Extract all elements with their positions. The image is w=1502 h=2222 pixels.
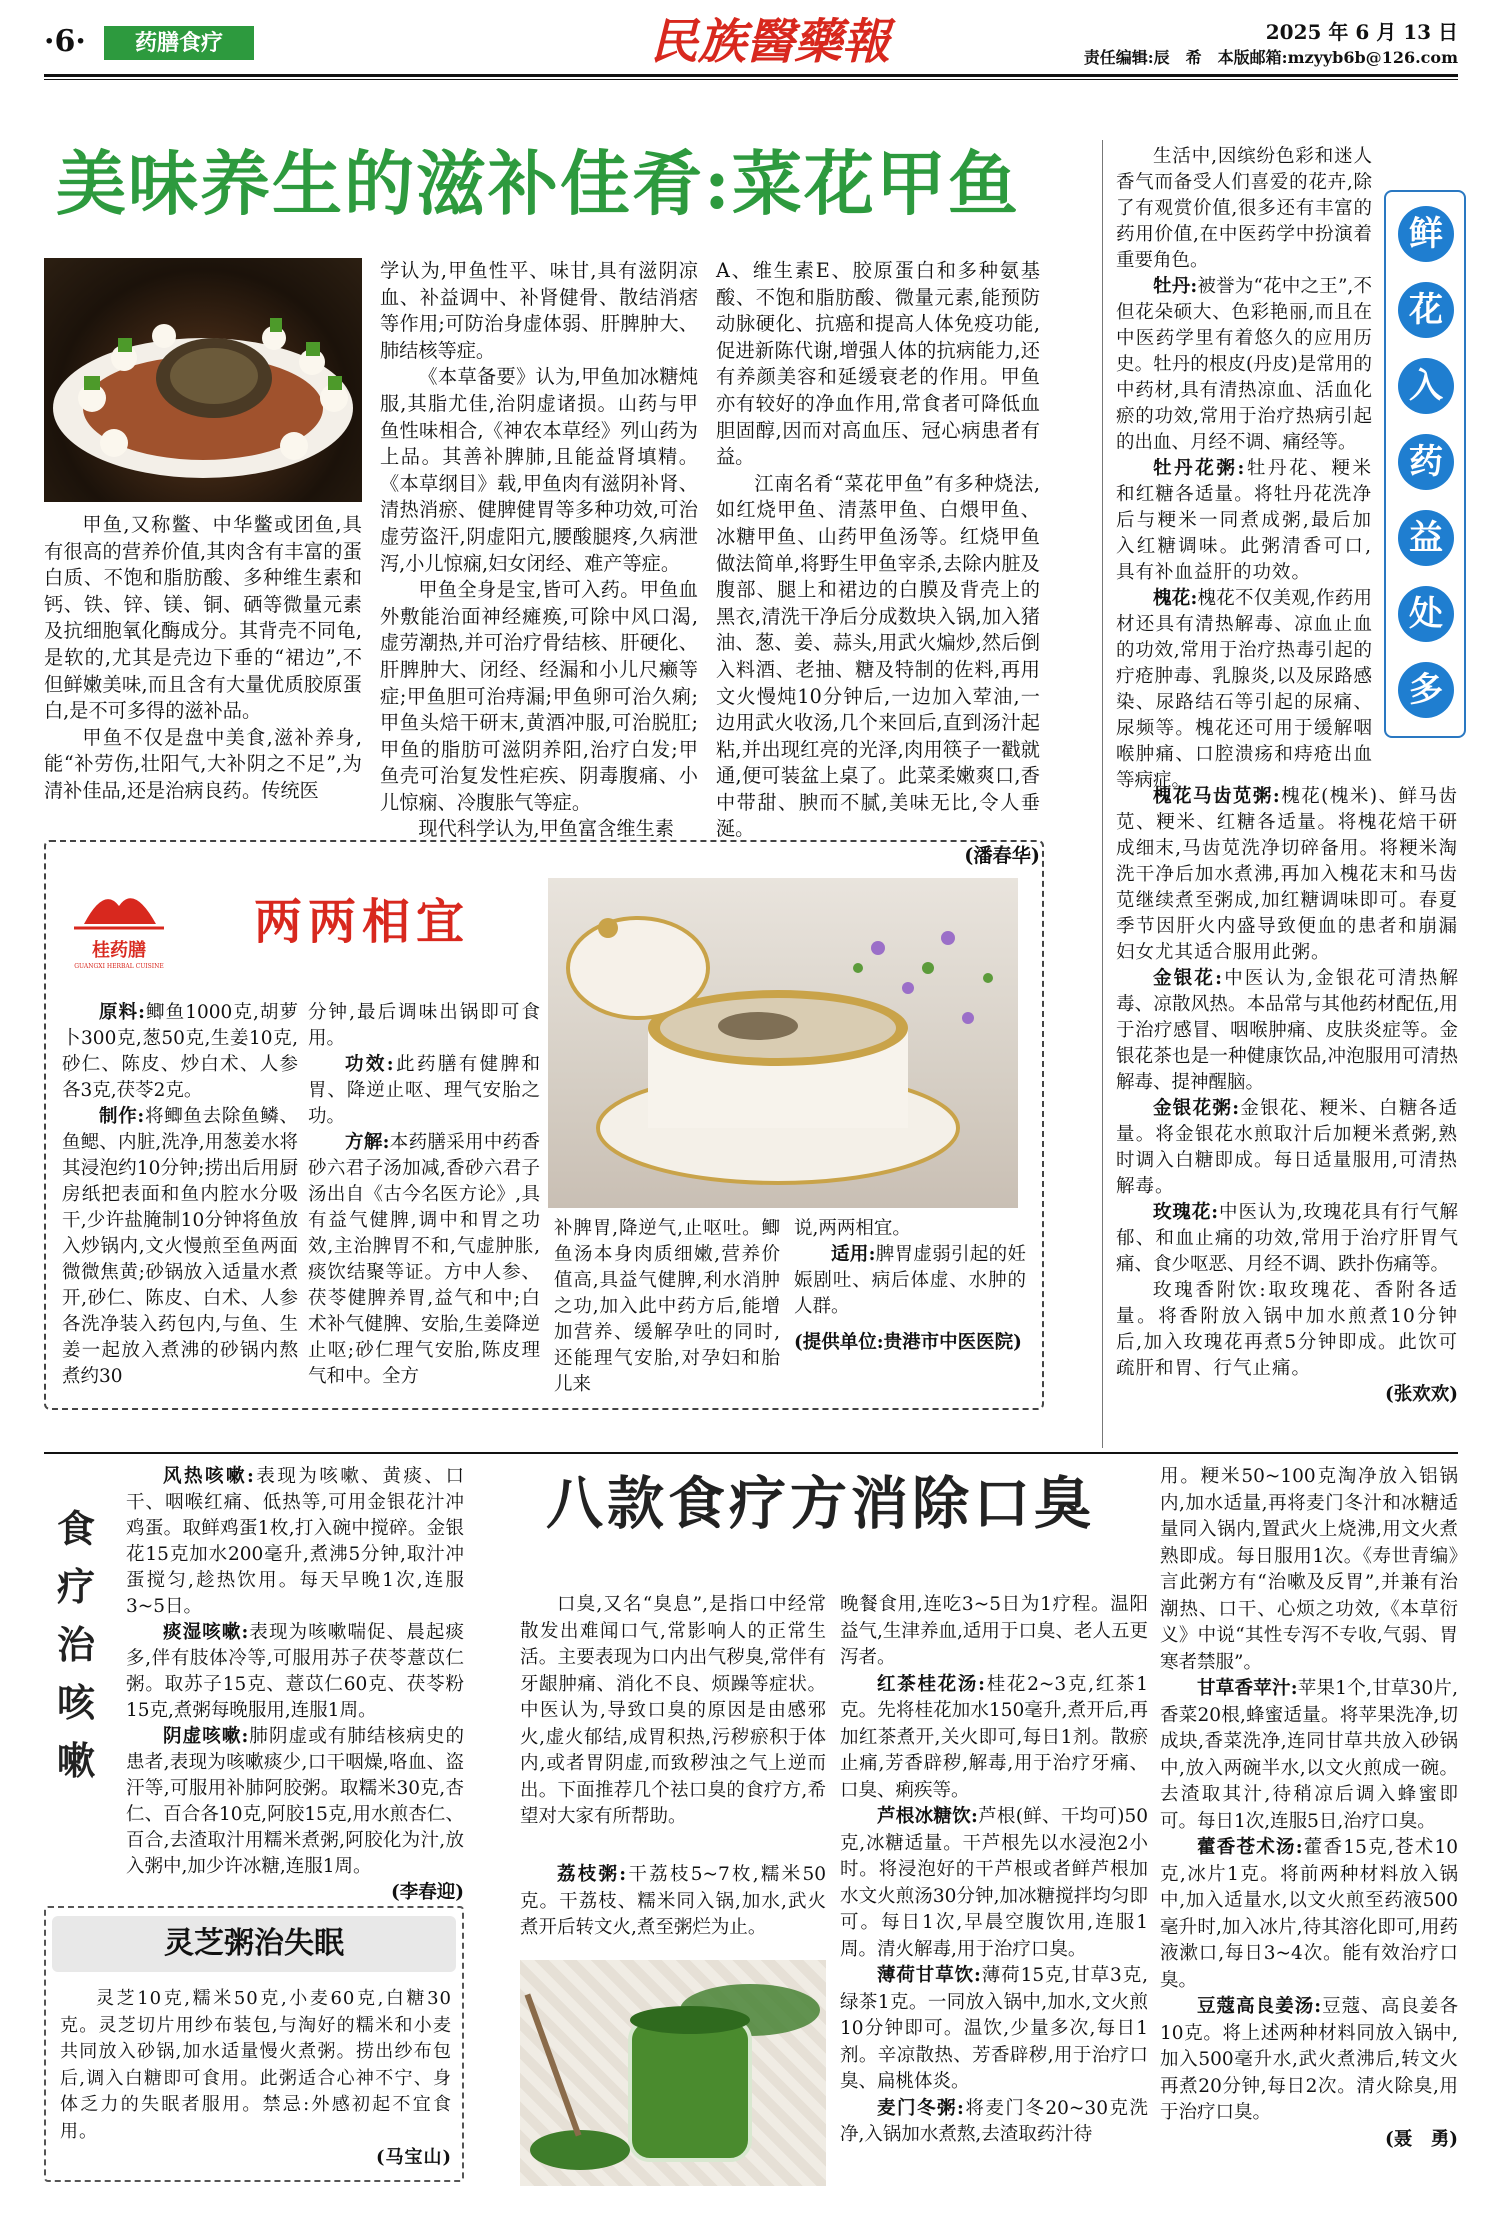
breath-lead: 甘草香苹汁: — [1197, 1678, 1298, 1699]
pair-text: 本药膳采用中药香砂六君子汤加减,香砂六君子汤出自《古今名医方论》,具有益气健脾,调中和胃之功效,主治脾胃不和,气虚肿胀,痰饮结聚等证。方中人参、茯苓健脾养胃,益气和中;白术补气健脾、安胎,生姜降逆止呕;砂仁理气安胎,陈皮理气和中。全方 — [308, 1132, 540, 1387]
flowers-top — [1116, 144, 1372, 791]
flowers-text: 金银花、粳米、白糖各适量。将金银花水煎取汁后加粳米煮粥,熟时调入白糖即成。每日适量服用,可清热解毒。 — [1116, 1098, 1458, 1197]
art1-author: (潘春华) — [964, 844, 1040, 868]
breath-text: 苹果1个,甘草30片,香菜20根,蜂蜜适量。将苹果洗净,切成块,香菜洗净,连同甘草共放入砂锅中,放入两碗半水,以文火煎成一碗。去渣取其汁,待稍凉后调入蜂蜜即可。每日1次,连服5日,治疗口臭。 — [1160, 1678, 1458, 1832]
pair-col1 — [62, 1000, 298, 1400]
art1-p3: 学认为,甲鱼性平、味甘,具有滋阴凉血、补益调中、补肾健骨、散结消痞等作用;可防治身虚体弱、肝脾肿大、肺结核等症。 — [380, 259, 698, 362]
cough-text — [126, 1464, 464, 1903]
flowers-lead: 槐花马齿苋粥: — [1153, 786, 1281, 807]
pair-para — [308, 1052, 540, 1130]
section-divider — [44, 1452, 1458, 1454]
flowers-title-char: 入 — [1398, 358, 1454, 414]
breath-author: (聂 勇) — [1384, 2128, 1458, 2150]
logo-subtext: GUANGXI HERBAL CUISINE — [74, 963, 164, 970]
pair-lead: 原料: — [99, 1002, 145, 1023]
art1-p2: 甲鱼不仅是盘中美食,滋补养身,能“补劳伤,壮阳气,大补阴之不足”,为清补佳品,还是治病良药。传统医 — [44, 725, 362, 802]
cough-para — [126, 1620, 464, 1724]
breath-para — [840, 2096, 1148, 2149]
pair-para — [794, 1242, 1026, 1320]
breath-title: 八款食疗方消除口臭 — [546, 1470, 1095, 1537]
lingzhi-para: 灵芝10克,糯米50克,小麦60克,白糖30克。灵芝切片用纱布装包,与淘好的糯米和小麦共同放入砂锅,加水适量慢火煮粥。捞出纱布包后,调入白糖即可食用。此粥适合心神不宁、身体乏力的失眠者服用。禁忌:外感初起不宜食用。 — [60, 1988, 452, 2142]
art1-p1: 甲鱼,又称鳖、中华鳖或团鱼,具有很高的营养价值,其肉含有丰富的蛋白质、不饱和脂肪酸、多种维生素和钙、铁、锌、镁、铜、硒等微量元素及抗细胞氧化酶成分。其背壳不同龟,是软的,尤其是壳边下垂的“裙边”,不但鲜嫩美味,而且含有大量优质胶原蛋白,是不可多得的滋补品。 — [44, 513, 362, 723]
cough-lead: 风热咳嗽: — [163, 1466, 254, 1487]
breath-para — [840, 1804, 1148, 1963]
art1-p4: 《本草备要》认为,甲鱼加冰糖炖服,其脂尤佳,治阴虚诸损。山药与甲鱼性味相合,《神农本草经》列山药为上品。其善补脾肺,且能益肾填精。《本草纲目》载,甲鱼肉有滋阴补肾、清热消瘀、健脾健胃等多种功效,可治虚劳盗汗,阴虚阳亢,腰酸腿疼,久病泄泻,小儿惊痫,妇女闭经、难产等症。 — [380, 365, 698, 575]
flowers-para — [1116, 1200, 1458, 1278]
cough-title-char: 食 — [56, 1506, 95, 1551]
breath-lead: 荔枝粥: — [557, 1864, 627, 1885]
flowers-text: 槐花(槐米)、鲜马齿苋、粳米、红糖各适量。将槐花焙干研成细末,马齿苋洗净切碎备用。将粳米淘洗干净后加水煮沸,再加入槐花末和马齿苋继续煮至粥成,加红糖调味即可。春夏季节因肝火内盛导致便血的患者和崩漏妇女尤其适合服用此粥。 — [1116, 786, 1458, 963]
flowers-text: 槐花不仅美观,作药用材还具有清热解毒、凉血止血的功效,常用于治疗热毒引起的疔疮肿毒、乳腺炎,以及尿路感染、尿路结石等引起的尿痛、尿频等。槐花还可用于缓解咽喉肿痛、口腔溃疡和痔疮出血等病症。 — [1116, 588, 1372, 791]
lingzhi-author: (马宝山) — [375, 2147, 452, 2168]
pair-lead: 方解: — [345, 1132, 390, 1153]
editor-line: 责任编辑:辰 希 本版邮箱:mzyyb6b@126.com — [1083, 48, 1458, 67]
breath-lead: 豆蔻高良姜汤: — [1197, 1996, 1322, 2017]
cough-para — [126, 1724, 464, 1880]
flowers-recipe — [1116, 1096, 1458, 1200]
art1-col1 — [44, 512, 362, 800]
flowers-text: 牡丹花、粳米和红糖各适量。将牡丹花洗净后与粳米一同煮成粥,最后加入红糖调味。此粥清香可口,具有补血益肝的功效。 — [1116, 458, 1372, 583]
art1-col3 — [716, 258, 1040, 868]
pair-para — [62, 1000, 298, 1104]
flowers-recipe — [1116, 784, 1458, 966]
cough-text: 表现为咳嗽喘促、晨起痰多,伴有肢体冷等,可服用苏子茯苓薏苡仁粥。取苏子15克、薏苡仁60克、茯苓粉15克,煮粥每晚服用,连服1周。 — [126, 1622, 464, 1721]
breath-para: 用。粳米50~100克淘净放入铝锅内,加水适量,再将麦门冬汁和冰糖适量同入锅内,置武火上烧沸,用文火煮熟即成。每日服用1次。《寿世青编》言此粥方有“治嗽及反胃”,并兼有治潮热、口干、心烦之功效,《本草衍义》中说“其性专泻不专收,气弱、胃寒者禁服”。 — [1160, 1466, 1458, 1673]
cough-author: (李春迎) — [390, 1882, 464, 1903]
cough-text: 肺阴虚或有肺结核病史的患者,表现为咳嗽痰少,口干咽燥,咯血、盗汗等,可服用补肺阿胶粥。取糯米30克,杏仁、百合各10克,阿胶15克,用水煎杏仁、百合,去渣取汁用糯米煮粥,阿胶化为汁,放入粥中,加少许冰糖,连服1周。 — [126, 1726, 464, 1877]
pair-para — [62, 1104, 298, 1390]
pair-title: 两两相宜 — [254, 894, 471, 950]
logo-mark-icon — [64, 876, 174, 936]
breath-lead: 薄荷甘草饮: — [877, 1965, 981, 1986]
flowers-lead: 牡丹花粥: — [1153, 458, 1246, 479]
flowers-lead: 金银花: — [1153, 968, 1222, 989]
pair-para: 补脾胃,降逆气,止呕吐。鲫鱼汤本身肉质细嫩,营养价值高,具益气健脾,利水消肿之功,加入此中药方后,能增加营养、缓解孕吐的同时,还能理气安胎,对孕妇和胎儿来 — [554, 1218, 780, 1395]
header-rule — [44, 74, 1458, 77]
flowers-title-char: 多 — [1398, 662, 1454, 718]
lingzhi-title: 灵芝粥治失眠 — [164, 1926, 344, 1961]
pair-col4 — [794, 1216, 1026, 1402]
flowers-para — [1116, 966, 1458, 1096]
masthead: 民族醫藥報 — [649, 14, 890, 70]
cough-title — [48, 1500, 104, 1790]
breath-text: 芦根(鲜、干均可)50克,冰糖适量。干芦根先以水浸泡2小时。将浸泡好的干芦根或者鲜芦根加水文火煎汤30分钟,加冰糖搅拌均匀即可。每日1次,早晨空腹饮用,连服1周。清火解毒,用于治疗口臭。 — [840, 1806, 1148, 1960]
header-rule-thin — [44, 79, 1458, 80]
flowers-title-char: 花 — [1398, 282, 1454, 338]
cough-title-char: 咳 — [56, 1680, 95, 1725]
flowers-para — [1116, 274, 1372, 456]
pair-text: 将鲫鱼去除鱼鳞、鱼鳃、内脏,洗净,用葱姜水将其浸泡约10分钟;捞出后用厨房纸把表面和鱼内腔水分吸干,少许盐腌制10分钟将鱼放入炒锅内,文火慢煎至鱼两面微微焦黄;砂锅放入适量水煮开,砂仁、陈皮、白术、人参各洗净装入药包内,与鱼、生姜一起放入煮沸的砂锅内熬煮约30 — [62, 1106, 298, 1387]
breath-text: 将麦门冬20~30克洗净,入锅加水煮熬,去渣取药汁待 — [840, 2097, 1148, 2145]
breath-para — [840, 1672, 1148, 1805]
article-title: 美味养生的滋补佳肴:菜花甲鱼 — [56, 142, 1020, 225]
logo-text: 桂药膳 — [92, 940, 146, 961]
breath-text: 豆蔻、高良姜各10克。将上述两种材料同放入锅中,加入500毫升水,武火煮沸后,转文火再煮20分钟,每日2次。清火除臭,用于治疗口臭。 — [1160, 1996, 1458, 2123]
breath-para — [1160, 1835, 1458, 1994]
breath-para — [1160, 1994, 1458, 2127]
flowers-text: 中医认为,玫瑰花具有行气解郁、和血止痛的功效,常用于治疗肝胃气痛、食少呕恶、月经不调、跌扑伤痛等。 — [1116, 1202, 1458, 1275]
flowers-title-char: 药 — [1398, 434, 1454, 490]
flowers-para — [1116, 586, 1372, 794]
pair-col3 — [554, 1216, 780, 1402]
breath-text: 桂花2~3克,红茶1克。先将桂花加水150毫升,煮开后,再加红茶煮开,关火即可,每日1剂。散瘀止痛,芳香辟秽,解毒,用于治疗牙痛、口臭、痢疾等。 — [840, 1673, 1148, 1801]
breath-col2 — [840, 1592, 1148, 2184]
breath-para — [1160, 1676, 1458, 1835]
breath-text: 薄荷15克,甘草3克,绿茶1克。一同放入锅中,加水,文火煎10分钟即可。温饮,少量多次,每日1剂。辛凉散热、芳香辟秽,用于治疗口臭、扁桃体炎。 — [840, 1965, 1148, 2092]
turtle-dish-photo — [44, 258, 362, 502]
pair-text: 鲫鱼1000克,胡萝卜300克,葱50克,生姜10克,砂仁、陈皮、炒白术、人参各3克,茯苓2克。 — [62, 1002, 298, 1101]
section-tag: 药膳食疗 — [104, 26, 254, 60]
pair-para: 分钟,最后调味出锅即可食用。 — [308, 1002, 540, 1049]
flowers-title-char: 益 — [1398, 510, 1454, 566]
breath-text: 藿香15克,苍术10克,冰片1克。将前两种材料放入锅中,加入适量水,以文火煎至药液500毫升时,加入冰片,待其溶化即可,用药液漱口,每日3~4次。能有效治疗口臭。 — [1160, 1837, 1458, 1991]
art1-col2 — [380, 258, 698, 841]
breath-col1b — [520, 1862, 826, 1952]
page-number: ·6· — [44, 24, 86, 59]
breath-para — [520, 1862, 826, 1942]
fish-soup-photo — [548, 878, 1018, 1208]
breath-col1 — [520, 1592, 826, 1862]
flowers-lead: 槐花: — [1153, 588, 1198, 609]
pair-lead: 适用: — [831, 1244, 876, 1265]
art1-p6: 现代科学认为,甲鱼富含维生素 — [418, 817, 674, 841]
pair-col2 — [308, 1000, 540, 1400]
flowers-lead: 玫瑰花: — [1153, 1202, 1219, 1223]
breath-para: 晚餐食用,连吃3~5日为1疗程。温阳益气,生津养血,适用于口臭、老人五更泻者。 — [840, 1594, 1148, 1668]
flowers-lead: 牡丹: — [1153, 276, 1198, 297]
flowers-title-box — [1384, 190, 1466, 738]
breath-text: 干荔枝5~7枚,糯米50克。干荔枝、糯米同入锅,加水,武火煮开后转文火,煮至粥烂为止。 — [520, 1864, 826, 1938]
art1-p8: 江南名肴“菜花甲鱼”有多种烧法,如红烧甲鱼、清蒸甲鱼、白煨甲鱼、冰糖甲鱼、山药甲鱼汤等。红烧甲鱼做法简单,将野生甲鱼宰杀,去除内脏及腹部、腿上和裙边的白膜及背壳上的黑衣,清洗干净后分成数块入锅,加入猪油、葱、姜、蒜头,用武火煸炒,然后倒入料酒、老抽、糖及特制的佐料,再用文火慢炖10分钟后,一边加入荤油,一边用武火收汤,几个来回后,直到汤汁起粘,并出现红亮的光泽,肉用筷子一戳就通,便可装盆上桌了。此菜柔嫩爽口,香中带甜、腴而不腻,美味无比,令人垂涎。 — [716, 471, 1040, 841]
flowers-lead: 金银花粥: — [1153, 1098, 1241, 1119]
lingzhi-text — [60, 1986, 452, 2176]
breath-lead: 芦根冰糖饮: — [877, 1806, 978, 1827]
cough-title-char: 治 — [56, 1622, 95, 1667]
flowers-author: (张欢欢) — [1384, 1384, 1458, 1405]
cough-title-char: 疗 — [56, 1564, 95, 1609]
flowers-title-char: 处 — [1398, 586, 1454, 642]
pair-source: (提供单位:贵港市中医医院) — [794, 1332, 1022, 1353]
breath-para: 口臭,又名“臭息”,是指口中经常散发出难闻口气,常影响人的正常生活。主要表现为口内出气秽臭,常伴有牙龈肿痛、消化不良、烦躁等症状。中医认为,导致口臭的原因是由感邪火,虚火郁结,成胃积热,污秽瘀积于体内,或者胃阴虚,而致秽浊之气上逆而出。下面推荐几个祛口臭的食疗方,希望对大家有所帮助。 — [520, 1594, 826, 1827]
flowers-intro: 生活中,因缤纷色彩和迷人香气而备受人们喜爱的花卉,除了有观赏价值,很多还有丰富的药用价值,在中医药学中扮演着重要角色。 — [1116, 146, 1372, 271]
issue-date: 2025 年 6 月 13 日 — [1265, 20, 1458, 44]
art1-p7: A、维生素E、胶原蛋白和多种氨基酸、不饱和脂肪酸、微量元素,能预防动脉硬化、抗癌和提高人体免疫功能,促进新陈代谢,增强人体的抗病能力,还有养颜美容和延缓衰老的作用。甲鱼亦有较好的净血作用,常食者可降低血胆固醇,因而对高血压、冠心病患者有益。 — [716, 259, 1040, 469]
pair-lead: 功效: — [345, 1054, 394, 1075]
breath-para — [840, 1963, 1148, 2096]
flowers-text: 玫瑰香附饮:取玫瑰花、香附各适量。将香附放入锅中加水煎煮10分钟后,加入玫瑰花再煮5分钟即成。此饮可疏肝和胃、行气止痛。 — [1116, 1280, 1458, 1379]
pair-para — [308, 1130, 540, 1390]
cough-para — [126, 1464, 464, 1620]
pesto-jar-photo — [520, 1960, 826, 2186]
art1-p5: 甲鱼全身是宝,皆可入药。甲鱼血外敷能治面神经瘫痪,可除中风口渴,虚劳潮热,并可治疗骨结核、肝硬化、肝脾肿大、闭经、经漏和小儿尺癞等症;甲鱼胆可治痔漏;甲鱼卵可治久痢;甲鱼头焙干研末,黄酒冲服,可治脱肛;甲鱼的脂肪可滋阴养阳,治疗白发;甲鱼壳可治复发性疟疾、阴毒腹痛、小儿惊痫、冷腹胀气等症。 — [380, 578, 698, 814]
flowers-recipe — [1116, 1278, 1458, 1382]
breath-col3 — [1160, 1464, 1458, 2184]
flowers-text: 中医认为,金银花可清热解毒、凉散风热。本品常与其他药材配伍,用于治疗感冒、咽喉肿痛、皮肤炎症等。金银花茶也是一种健康饮品,冲泡服用可清热解毒、提神醒脑。 — [1116, 968, 1458, 1093]
pair-lead: 制作: — [99, 1106, 145, 1127]
breath-lead: 麦门冬粥: — [877, 2097, 964, 2119]
flowers-title-char: 鲜 — [1398, 206, 1454, 262]
flowers-text: 被誉为“花中之王”,不但花朵硕大、色彩艳丽,而且在中医药学里有着悠久的应用历史。牡丹的根皮(丹皮)是常用的中药材,具有清热凉血、活血化瘀的功效,常用于治疗热病引起的出血、月经不调、痛经等。 — [1116, 276, 1372, 453]
flowers-bottom — [1116, 784, 1458, 1444]
flowers-recipe — [1116, 456, 1372, 586]
pair-text: 脾胃虚弱引起的妊娠剧吐、病后体虚、水肿的人群。 — [794, 1244, 1026, 1317]
cough-lead: 阴虚咳嗽: — [163, 1726, 249, 1747]
breath-lead: 红茶桂花汤: — [877, 1673, 985, 1695]
logo — [64, 876, 174, 976]
cough-text: 表现为咳嗽、黄痰、口干、咽喉红痛、低热等,可用金银花汁冲鸡蛋。取鲜鸡蛋1枚,打入碗中搅碎。金银花15克加水200毫升,煮沸5分钟,取汁冲蛋搅匀,趁热饮用。每天早晚1次,连服3~5日。 — [126, 1466, 464, 1617]
pair-para: 说,两两相宜。 — [794, 1218, 911, 1239]
pair-text: 此药膳有健脾和胃、降逆止呕、理气安胎之功。 — [308, 1054, 540, 1127]
cough-lead: 痰湿咳嗽: — [163, 1622, 249, 1643]
cough-title-char: 嗽 — [56, 1738, 95, 1783]
breath-lead: 藿香苍术汤: — [1197, 1837, 1303, 1858]
column-divider — [1102, 140, 1103, 1448]
